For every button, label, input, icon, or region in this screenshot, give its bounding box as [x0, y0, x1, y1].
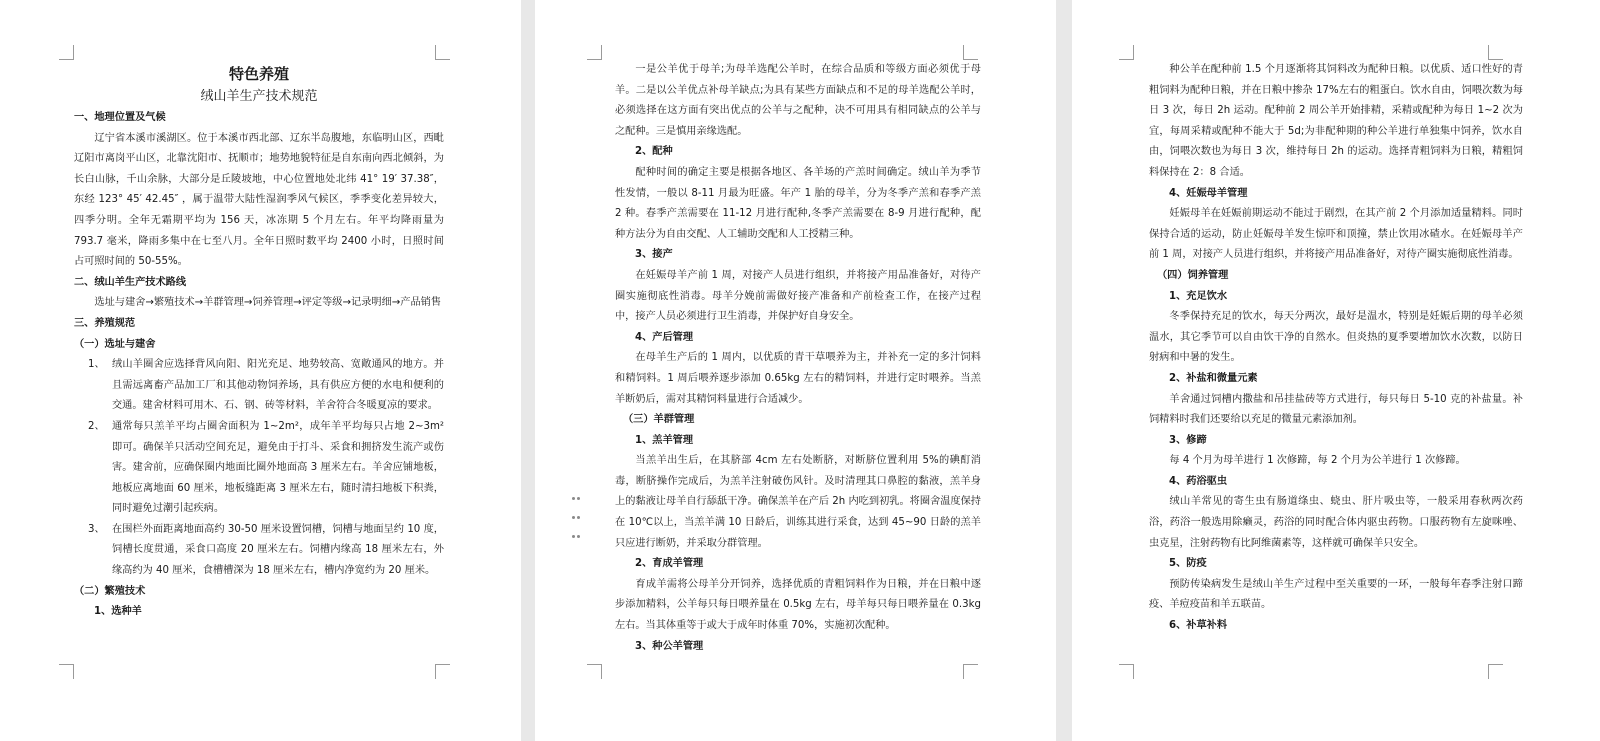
crop-mark [435, 664, 450, 679]
paragraph: 在妊娠母羊产前 1 周，对接产人员进行组织，并将接产用品准备好，对待产圈实施彻底性消毒。母羊分娩前需做好接产准备和产前检查工作，在接产过程中，接产人员必须进行卫生消毒，并保护好自身安全。 [615, 269, 981, 323]
paragraph: 配种时间的确定主要是根据各地区、各羊场的产羔时间确定。绒山羊为季节性发情，一般以 8-11 月最为旺盛。年产 1 胎的母羊，分为冬季产羔和春季产羔 2 种。春季产羔需要在 11-12 月进行配种,冬季产羔需要在 8-9 月进行配种，配种方法分为自由交配、人工辅助交配和人工授精三种。 [615, 166, 981, 240]
item-heading: 1、羔羊管理 [635, 434, 694, 446]
list-item [74, 417, 444, 520]
paragraph: 一是公羊优于母羊;为母羊选配公羊时，在综合品质和等级方面必须优于母羊。二是以公羊优点补母羊缺点;为具有某些方面缺点和不足的母羊选配公羊时，必须选择在这方面有突出优点的公羊与之配种，决不可用具有相同缺点的公羊与之配种。三是慎用亲缘选配。 [615, 64, 981, 137]
crop-mark [1119, 45, 1134, 60]
list-text: 绒山羊圈舍应选择背风向阳、阳光充足、地势较高、宽敞通风的地方。并且需远离畜产品加工厂和其他动物饲养场，具有供应方便的水电和便利的交通。建舍材料可用木、石、钢、砖等材料，羊舍符合冬暖夏凉的要求。 [112, 359, 444, 412]
paragraph: 冬季保持充足的饮水，每天分两次，最好是温水，特别是妊娠后期的母羊必须温水，其它季节可以自由饮干净的自然水。但炎热的夏季要增加饮水次数，以防日射病和中暑的发生。 [1149, 311, 1523, 364]
crop-mark [435, 45, 450, 60]
item-heading: 3、种公羊管理 [635, 640, 704, 652]
document-subtitle: 绒山羊生产技术规范 [200, 89, 318, 104]
paragraph: 选址与建舍→繁殖技术→羊群管理→饲养管理→评定等级→记录明细→产品销售 [94, 297, 442, 309]
crop-mark [59, 45, 74, 60]
paragraph: 辽宁省本溪市溪湖区。位于本溪市西北部、辽东半岛腹地，东临明山区，西毗辽阳市离岗平山区，北靠沈阳市、抚顺市；地势地貌特征是自东南向西北倾斜，为长白山脉，千山余脉，大部分是丘陵坡地，中心位置地处北纬 41° 19′ 37.38″，东经 123° 45′ 42.45″ ，属于温带大陆性湿润季风气候区，季季变化差异较大，四季分明。全年无霜期平均为 156 天，冰冻期 5 个月左右。年平均降雨量为 793.7 毫米，降雨多集中在七至八月。全年日照时数平均 2400 小时，日照时间占可照时间的 50-55%。 [74, 132, 444, 268]
list-item [74, 355, 444, 417]
list-text: 在围栏外面距离地面高约 30-50 厘米设置饲槽，饲槽与地面呈约 10 度，饲槽长度贯通，采食口高度 20 厘米左右。饲槽内缘高 18 厘米左右，外缘高约为 40 厘米，食槽槽深为 18 厘米左右，槽内净宽约为 20 厘米。 [112, 523, 444, 577]
item-heading: 4、产后管理 [635, 331, 694, 343]
item-heading: 4、妊娠母羊管理 [1169, 187, 1248, 199]
paragraph: 育成羊需将公母羊分开饲养，选择优质的青粗饲料作为日粮，并在日粮中逐步添加精料，公羊每只每日喂养量在 0.5kg 左右，母羊每只每日喂养量在 0.3kg 左右。当其体重等于或大于成年时体重 70%，实施初次配种。 [615, 578, 981, 632]
list-number: 2、 [88, 420, 105, 432]
document-title: 特色养殖 [228, 65, 289, 83]
section-heading: 一、地理位置及气候 [74, 112, 166, 123]
crop-mark [1488, 45, 1503, 60]
item-heading: 2、补盐和微量元素 [1169, 372, 1258, 384]
document-page-1 [0, 0, 521, 741]
paragraph: 羊舍通过饲槽内撒盐和吊挂盐砖等方式进行，每只每日 5-10 克的补盐量。补饲精料时我们还要给以充足的微量元素添加剂。 [1149, 393, 1523, 426]
page-body[interactable] [74, 62, 444, 623]
paragraph: 预防传染病发生是绒山羊生产过程中至关重要的一环，一般每年春季注射口蹄疫、羊痘疫苗和羊五联苗。 [1149, 578, 1523, 611]
crop-mark [59, 664, 74, 679]
item-heading: 1、选种羊 [94, 606, 142, 618]
paragraph: 绒山羊常见的寄生虫有肠道绦虫、蛲虫、肝片吸虫等，一般采用春秋两次药浴，药浴一般选用除癞灵，药浴的同时配合体内驱虫药物。口服药物有左旋咪唑、虫克星，注射药物有比阿维菌素等，这样就可确保羊只安全。 [1149, 496, 1523, 549]
item-heading: 3、接产 [635, 249, 673, 261]
crop-mark [963, 45, 978, 60]
section-heading: 二、绒山羊生产技术路线 [74, 276, 187, 288]
paragraph: 当羔羊出生后，在其脐部 4cm 左右处断脐，对断脐位置利用 5%的碘酊消毒，断脐操作完成后，为羔羊注射破伤风针。及时清理其口鼻腔的黏液，羔羊身上的黏液让母羊自行舔舐干净。确保羔羊在产后 2h 内吃到初乳。将圈舍温度保持在 10℃以上，当羔羊满 10 日龄后，训练其进行采食，达到 45~90 日龄的羔羊只应进行断奶，并采取分群管理。 [615, 455, 981, 549]
section-heading: 三、养殖规范 [74, 317, 136, 329]
item-heading: 3、修蹄 [1169, 434, 1207, 446]
crop-mark [1488, 664, 1503, 679]
document-page-3 [1072, 0, 1600, 741]
item-heading: 6、补草补料 [1169, 620, 1228, 632]
document-page-2 [535, 0, 1056, 741]
page-body[interactable] [1149, 60, 1523, 637]
list-number: 3、 [88, 523, 105, 535]
item-heading: 2、育成羊管理 [635, 558, 704, 570]
list-item [74, 520, 444, 582]
paragraph: 每 4 个月为母羊进行 1 次修蹄，每 2 个月为公羊进行 1 次修蹄。 [1169, 455, 1466, 467]
crop-mark [1119, 664, 1134, 679]
paragraph: 妊娠母羊在妊娠前期运动不能过于剧烈，在其产前 2 个月添加适量精料。同时保持合适的运动，防止妊娠母羊发生惊吓和顶撞，禁止饮用冰碴水。在妊娠母羊产前 1 周，对接产人员进行组织，并将接产用品准备好，对待产圈实施彻底性消毒。 [1149, 208, 1523, 261]
crop-mark [587, 664, 602, 679]
list-text: 通常每只羔羊平均占圈舍面积为 1~2m²，成年羊平均每只占地 2~3m² 即可。确保羊只活动空间充足，避免由于打斗、采食和拥挤发生流产或伤害。建舍前，应确保圈内地面比圈外地面高 3 厘米左右。羊舍应铺地板，地板应离地面 60 厘米，地板缝距离 3 厘米左右，随时清扫地板下积粪，同时避免过潮引起疾病。 [112, 420, 444, 515]
subsection-heading: （二）繁殖技术 [74, 585, 146, 597]
subsection-heading: （一）选址与建舍 [74, 338, 156, 350]
drag-handle-icon[interactable] [571, 486, 581, 543]
item-heading: 5、防疫 [1169, 558, 1207, 570]
item-heading: 1、充足饮水 [1169, 290, 1228, 302]
item-heading: 2、配种 [635, 146, 673, 158]
paragraph: 种公羊在配种前 1.5 个月逐渐将其饲料改为配种日粮。以优质、适口性好的青粗饲料为配种日粮，并在日粮中掺杂 17%左右的粗蛋白。饮水自由，饲喂次数为每日 3 次，每日 2h 运动。配种前 2 周公羊开始排精，采精或配种为每日 1~2 次为宜，每周采精或配种不能大于 5d;为非配种期的种公羊进行单独集中饲养，饮水自由，饲喂次数也为每日 3 次，维持每日 2h 的运动。选择青粗饲料为日粮，精粗饲料保持在 2：8 合适。 [1149, 64, 1523, 178]
item-heading: 4、药浴驱虫 [1169, 475, 1228, 487]
subsection-heading: （三）羊群管理 [623, 414, 695, 426]
page-body[interactable] [615, 60, 981, 657]
crop-mark [587, 45, 602, 60]
subsection-heading: （四）饲养管理 [1157, 269, 1229, 281]
crop-mark [963, 664, 978, 679]
paragraph: 在母羊生产后的 1 周内，以优质的青干草喂养为主，并补充一定的多汁饲料和精饲料。1 周后喂养逐步添加 0.65kg 左右的精饲料，并进行定时喂养。当羔羊断奶后，需对其精饲料量进行合适减少。 [615, 352, 981, 405]
list-number: 1、 [88, 359, 105, 371]
